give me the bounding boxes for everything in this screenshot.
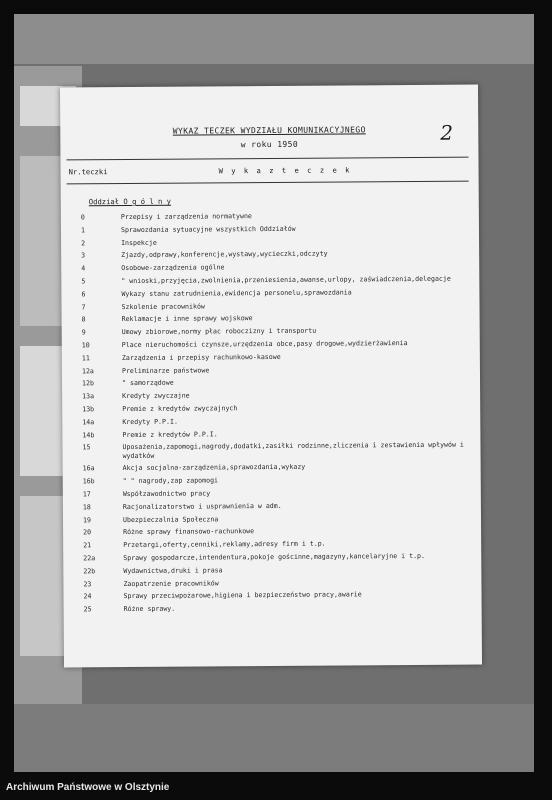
list-item xyxy=(82,441,474,460)
file-number: 19 xyxy=(82,515,91,524)
file-description: Akcja socjalna-zarządzenia,sprawozdania,wykazy xyxy=(122,463,306,473)
file-number: 14b xyxy=(82,430,95,439)
file-number: 1 xyxy=(80,226,85,235)
list-item xyxy=(81,287,473,298)
list-item xyxy=(81,211,473,222)
file-description: Sprawozdania sytuacyjne wszystkich Oddziałów xyxy=(120,224,296,234)
document-page xyxy=(60,85,482,668)
folder-bottom xyxy=(14,704,534,772)
file-number: 20 xyxy=(83,528,92,537)
file-number: 2 xyxy=(81,238,86,247)
header-nr: Nr.teczki xyxy=(68,167,108,177)
list-item xyxy=(82,351,474,362)
file-number: 8 xyxy=(81,315,86,324)
list-item xyxy=(82,326,474,337)
list-item xyxy=(83,488,475,499)
list-item xyxy=(81,223,473,234)
list-item xyxy=(81,249,473,260)
file-number: 16b xyxy=(82,477,95,486)
list-item xyxy=(81,236,473,247)
file-description: Szkolenie pracowników xyxy=(121,302,205,311)
list-item xyxy=(84,603,476,614)
file-description: Zjazdy,odprawy,konferencje,wystawy,wycieczki,odczyty xyxy=(121,249,328,260)
file-description: Place nieruchomości czynsze,urzędzenia obce,pasy drogowe,wydzierżawienia xyxy=(121,339,408,350)
divider xyxy=(66,157,468,161)
file-description: Wykazy stanu zatrudnienia,ewidencja personelu,sprawozdania xyxy=(121,288,352,298)
file-number: 10 xyxy=(81,341,90,350)
file-number: 21 xyxy=(83,541,92,550)
file-description: " samorządowe xyxy=(122,379,174,388)
file-number: 13b xyxy=(82,405,95,414)
list-item xyxy=(84,590,476,601)
file-number: 7 xyxy=(81,302,86,311)
archive-footer xyxy=(0,776,552,800)
list-item xyxy=(82,415,474,426)
list-item xyxy=(83,462,475,473)
document-year: w roku 1950 xyxy=(240,139,299,150)
file-description: " wnioski,przyjęcia,zwolnienia,przeniesienia,awanse,urlopy, zaświadczenia,delegacje xyxy=(121,274,451,286)
file-number: 9 xyxy=(81,328,86,337)
list-item xyxy=(83,500,475,511)
header-wykaz: W y k a z t e c z e k xyxy=(218,165,352,176)
list-item xyxy=(81,275,473,286)
file-description: " " nagrody,zap zapomogi xyxy=(122,476,219,486)
file-number: 4 xyxy=(81,264,86,273)
file-description: Przetargi,oferty,cenniki,reklamy,adresy firm i t.p. xyxy=(123,539,326,550)
archive-name: Archiwum Państwowe w Olsztynie xyxy=(6,782,170,793)
file-number: 5 xyxy=(81,277,86,286)
list-item xyxy=(83,564,475,575)
file-number: 15 xyxy=(82,443,91,452)
file-description: Przepisy i zarządzenia normatywne xyxy=(120,212,252,222)
file-description: Wydawnictwa,druki i prasa xyxy=(123,566,223,575)
list-item xyxy=(83,475,475,486)
file-description: Różne sprawy finansowo-rachunkowe xyxy=(123,527,255,537)
file-description: Sprawy gospodarcze,intendentura,pokoje gościnne,magazyny,kancelaryjne i t.p. xyxy=(123,551,425,562)
file-description: Kredyty zwyczajne xyxy=(122,391,190,401)
file-description: Uposażenia,zapomogi,nagrody,dodatki,zasiłki rodzinne,zliczenia i zestawienia wpływów i wydatków xyxy=(122,440,464,460)
list-item xyxy=(82,428,474,439)
file-number: 23 xyxy=(83,579,92,588)
list-item xyxy=(82,403,474,414)
file-description: Ubezpieczalnia Społeczna xyxy=(122,514,219,524)
list-item xyxy=(83,513,475,524)
list-item xyxy=(82,339,474,350)
file-number: 6 xyxy=(81,290,86,299)
list-item xyxy=(82,364,474,375)
list-item xyxy=(81,300,473,311)
file-number: 22b xyxy=(83,566,96,576)
file-number: 18 xyxy=(82,502,91,512)
board-top xyxy=(14,14,534,64)
file-number: 14a xyxy=(82,417,95,427)
divider xyxy=(67,181,469,185)
list-item xyxy=(82,313,474,324)
file-description: Reklamacje i inne sprawy wojskowe xyxy=(121,314,253,324)
file-description: Współzawodnictwo pracy xyxy=(122,489,211,498)
file-number: 24 xyxy=(83,592,92,601)
file-description: Umowy zbiorowe,normy płac roboczizny i transportu xyxy=(121,326,317,337)
file-description: Zarządzenia i przepisy rachunkowo-kasowe xyxy=(121,352,281,362)
list-item xyxy=(83,539,475,550)
document-title: WYKAZ TECZEK WYDZIAŁU KOMUNIKACYJNEGO xyxy=(172,125,366,136)
list-item xyxy=(83,552,475,563)
file-number: 22a xyxy=(83,554,96,563)
file-description: Sprawy przeciwpożarowe,higiena i bezpieczeństwo pracy,awarie xyxy=(123,590,362,601)
file-number: 12b xyxy=(82,379,94,388)
file-description: Różne sprawy. xyxy=(123,604,176,614)
file-number: 3 xyxy=(81,251,86,260)
list-item xyxy=(83,577,475,588)
list-item xyxy=(81,262,473,273)
file-number: 11 xyxy=(81,354,90,363)
file-description: Premie z kredytów P.P.I. xyxy=(122,429,218,439)
list-item xyxy=(82,377,474,388)
file-description: Osobowe-zarządzenia ogólne xyxy=(121,263,225,273)
file-description: Inspekcje xyxy=(121,238,157,247)
table-header xyxy=(69,163,471,182)
file-description: Zaopatrzenie pracowników xyxy=(123,578,219,588)
handwritten-page-number: 2 xyxy=(440,120,454,145)
file-description: Racjonalizatorstwo i usprawnienia w adm. xyxy=(122,501,282,511)
file-number: 0 xyxy=(80,213,85,222)
section-heading: Oddział O g ó l n y xyxy=(88,196,172,207)
file-description: Premie z kredytów zwyczajnych xyxy=(122,404,238,413)
file-number: 17 xyxy=(82,490,91,499)
file-number: 25 xyxy=(83,605,92,614)
file-list xyxy=(81,211,476,619)
file-number: 12a xyxy=(81,366,94,375)
file-number: 13a xyxy=(82,392,95,401)
list-item xyxy=(83,526,475,537)
list-item xyxy=(82,390,474,401)
file-number: 16a xyxy=(82,464,95,473)
file-description: Preliminarze państwowe xyxy=(121,365,210,375)
file-description: Kredyty P.P.I. xyxy=(122,417,178,426)
